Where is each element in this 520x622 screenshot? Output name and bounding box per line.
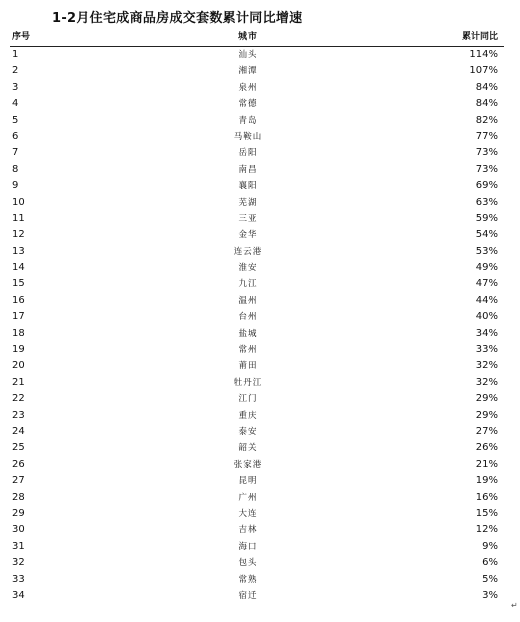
- row-value: 63%: [475, 196, 498, 208]
- row-city: 泉州: [238, 82, 258, 93]
- row-value: 33%: [475, 344, 498, 356]
- row-city: 连云港: [233, 246, 263, 257]
- table-row: [10, 63, 504, 79]
- row-city: 莆田: [238, 361, 258, 372]
- table-row: [10, 47, 504, 63]
- row-value: 19%: [475, 475, 498, 487]
- row-value: 107%: [469, 65, 498, 77]
- table-row: [10, 408, 504, 424]
- table-row: [10, 375, 504, 391]
- row-value: 69%: [475, 180, 498, 192]
- table-row: [10, 195, 504, 211]
- row-index: 5: [12, 114, 19, 126]
- row-value: 3%: [482, 589, 498, 601]
- row-city: 汕头: [238, 50, 258, 60]
- table-row: [10, 522, 504, 538]
- row-city: 岳阳: [238, 148, 258, 159]
- row-index: 20: [12, 360, 25, 372]
- row-city: 盐城: [238, 328, 258, 339]
- table-title: 1-2月住宅成商品房成交套数累计同比增速: [52, 11, 303, 26]
- row-city: 九江: [238, 279, 258, 290]
- table-row: [10, 457, 504, 473]
- table-row: [10, 326, 504, 342]
- row-city: 牡丹江: [233, 377, 263, 388]
- table-row: [10, 342, 504, 358]
- row-value: 15%: [475, 507, 498, 519]
- row-value: 47%: [475, 278, 498, 290]
- row-index: 21: [12, 376, 25, 388]
- row-value: 6%: [482, 557, 498, 569]
- row-index: 27: [12, 475, 25, 487]
- row-value: 77%: [475, 130, 498, 142]
- row-index: 18: [12, 327, 25, 339]
- table-row: [10, 572, 504, 588]
- table-row: [10, 162, 504, 178]
- table-row: [10, 211, 504, 227]
- table-row: [10, 260, 504, 276]
- row-value: 29%: [475, 393, 498, 405]
- table-row: [10, 424, 504, 440]
- table-row: [10, 490, 504, 506]
- row-value: 53%: [475, 245, 498, 257]
- row-value: 29%: [475, 409, 498, 421]
- header-city: 城市: [237, 32, 258, 42]
- row-index: 8: [12, 163, 19, 175]
- row-value: 114%: [469, 49, 498, 60]
- table-row: [10, 539, 504, 555]
- row-index: 31: [12, 540, 25, 552]
- row-index: 28: [12, 491, 25, 503]
- table-row: [10, 113, 504, 129]
- row-city: 大连: [238, 508, 258, 519]
- row-value: 49%: [475, 262, 498, 274]
- row-city: 宿迁: [238, 590, 258, 601]
- row-value: 27%: [475, 425, 498, 437]
- row-index: 16: [12, 294, 25, 306]
- table-row: [10, 80, 504, 96]
- row-city: 海口: [238, 541, 258, 552]
- row-value: 9%: [482, 540, 498, 552]
- row-index: 3: [12, 81, 19, 93]
- row-value: 73%: [475, 163, 498, 175]
- row-index: 6: [12, 130, 19, 142]
- table-row: [10, 440, 504, 456]
- table-row: [10, 244, 504, 260]
- row-value: 40%: [475, 311, 498, 323]
- table-row: [10, 309, 504, 325]
- row-index: 26: [12, 458, 25, 470]
- row-index: 25: [12, 442, 25, 454]
- row-value: 44%: [475, 294, 498, 306]
- table-row: [10, 227, 504, 243]
- row-index: 24: [12, 425, 25, 437]
- table-row: [10, 129, 504, 145]
- row-city: 包头: [238, 558, 258, 569]
- row-index: 13: [12, 245, 25, 257]
- row-city: 张家港: [233, 459, 263, 470]
- row-value: 16%: [475, 491, 498, 503]
- row-city: 常德: [238, 99, 258, 110]
- row-index: 19: [12, 344, 25, 356]
- row-index: 12: [12, 229, 25, 241]
- row-index: 30: [12, 524, 25, 536]
- table-row: [10, 473, 504, 489]
- data-table: [10, 28, 504, 604]
- row-city: 湘潭: [238, 66, 258, 77]
- table-row: [10, 588, 504, 604]
- row-index: 4: [12, 98, 19, 110]
- row-index: 2: [12, 65, 19, 77]
- row-city: 台州: [238, 312, 258, 323]
- table-row: [10, 293, 504, 309]
- row-index: 34: [12, 589, 25, 601]
- table-row: [10, 96, 504, 112]
- row-index: 9: [12, 180, 19, 192]
- row-city: 昆明: [238, 476, 258, 487]
- row-value: 26%: [475, 442, 498, 454]
- row-value: 5%: [482, 573, 498, 585]
- row-city: 温州: [238, 295, 258, 306]
- paragraph-mark: ↵: [511, 601, 518, 610]
- row-city: 淮安: [238, 263, 258, 274]
- table-body: [10, 47, 504, 604]
- row-value: 82%: [475, 114, 498, 126]
- row-value: 84%: [475, 98, 498, 110]
- table-row: [10, 391, 504, 407]
- row-value: 21%: [475, 458, 498, 470]
- row-value: 84%: [475, 81, 498, 93]
- row-city: 韶关: [238, 443, 258, 454]
- table-row: [10, 145, 504, 161]
- row-index: 10: [12, 196, 25, 208]
- row-city: 江门: [238, 394, 258, 405]
- header-index: 序号: [12, 32, 31, 42]
- row-city: 襄阳: [238, 181, 258, 192]
- table-header-row: [10, 28, 504, 47]
- row-city: 吉林: [238, 525, 258, 536]
- row-index: 33: [12, 573, 25, 585]
- row-value: 34%: [475, 327, 498, 339]
- row-city: 泰安: [238, 426, 258, 437]
- row-index: 15: [12, 278, 25, 290]
- row-index: 7: [12, 147, 19, 159]
- row-city: 马鞍山: [233, 131, 263, 142]
- row-city: 青岛: [238, 115, 258, 126]
- row-value: 32%: [475, 376, 498, 388]
- table-row: [10, 555, 504, 571]
- header-value: 累计同比: [461, 32, 498, 42]
- table-row: [10, 178, 504, 194]
- row-city: 三亚: [238, 213, 258, 224]
- table-row: [10, 358, 504, 374]
- row-index: 11: [12, 212, 25, 224]
- row-index: 29: [12, 507, 25, 519]
- row-city: 金华: [238, 230, 258, 241]
- row-index: 14: [12, 262, 25, 274]
- row-index: 1: [12, 49, 19, 60]
- row-city: 芜湖: [238, 197, 258, 208]
- row-index: 22: [12, 393, 25, 405]
- row-city: 广州: [238, 492, 258, 503]
- row-city: 南昌: [238, 164, 258, 175]
- row-index: 23: [12, 409, 25, 421]
- table-row: [10, 276, 504, 292]
- row-value: 12%: [475, 524, 498, 536]
- row-index: 32: [12, 557, 25, 569]
- row-index: 17: [12, 311, 25, 323]
- table-row: [10, 506, 504, 522]
- row-city: 常州: [238, 345, 258, 356]
- row-city: 常熟: [238, 574, 258, 585]
- row-value: 32%: [475, 360, 498, 372]
- row-value: 73%: [475, 147, 498, 159]
- row-value: 54%: [475, 229, 498, 241]
- row-value: 59%: [475, 212, 498, 224]
- row-city: 重庆: [238, 410, 258, 421]
